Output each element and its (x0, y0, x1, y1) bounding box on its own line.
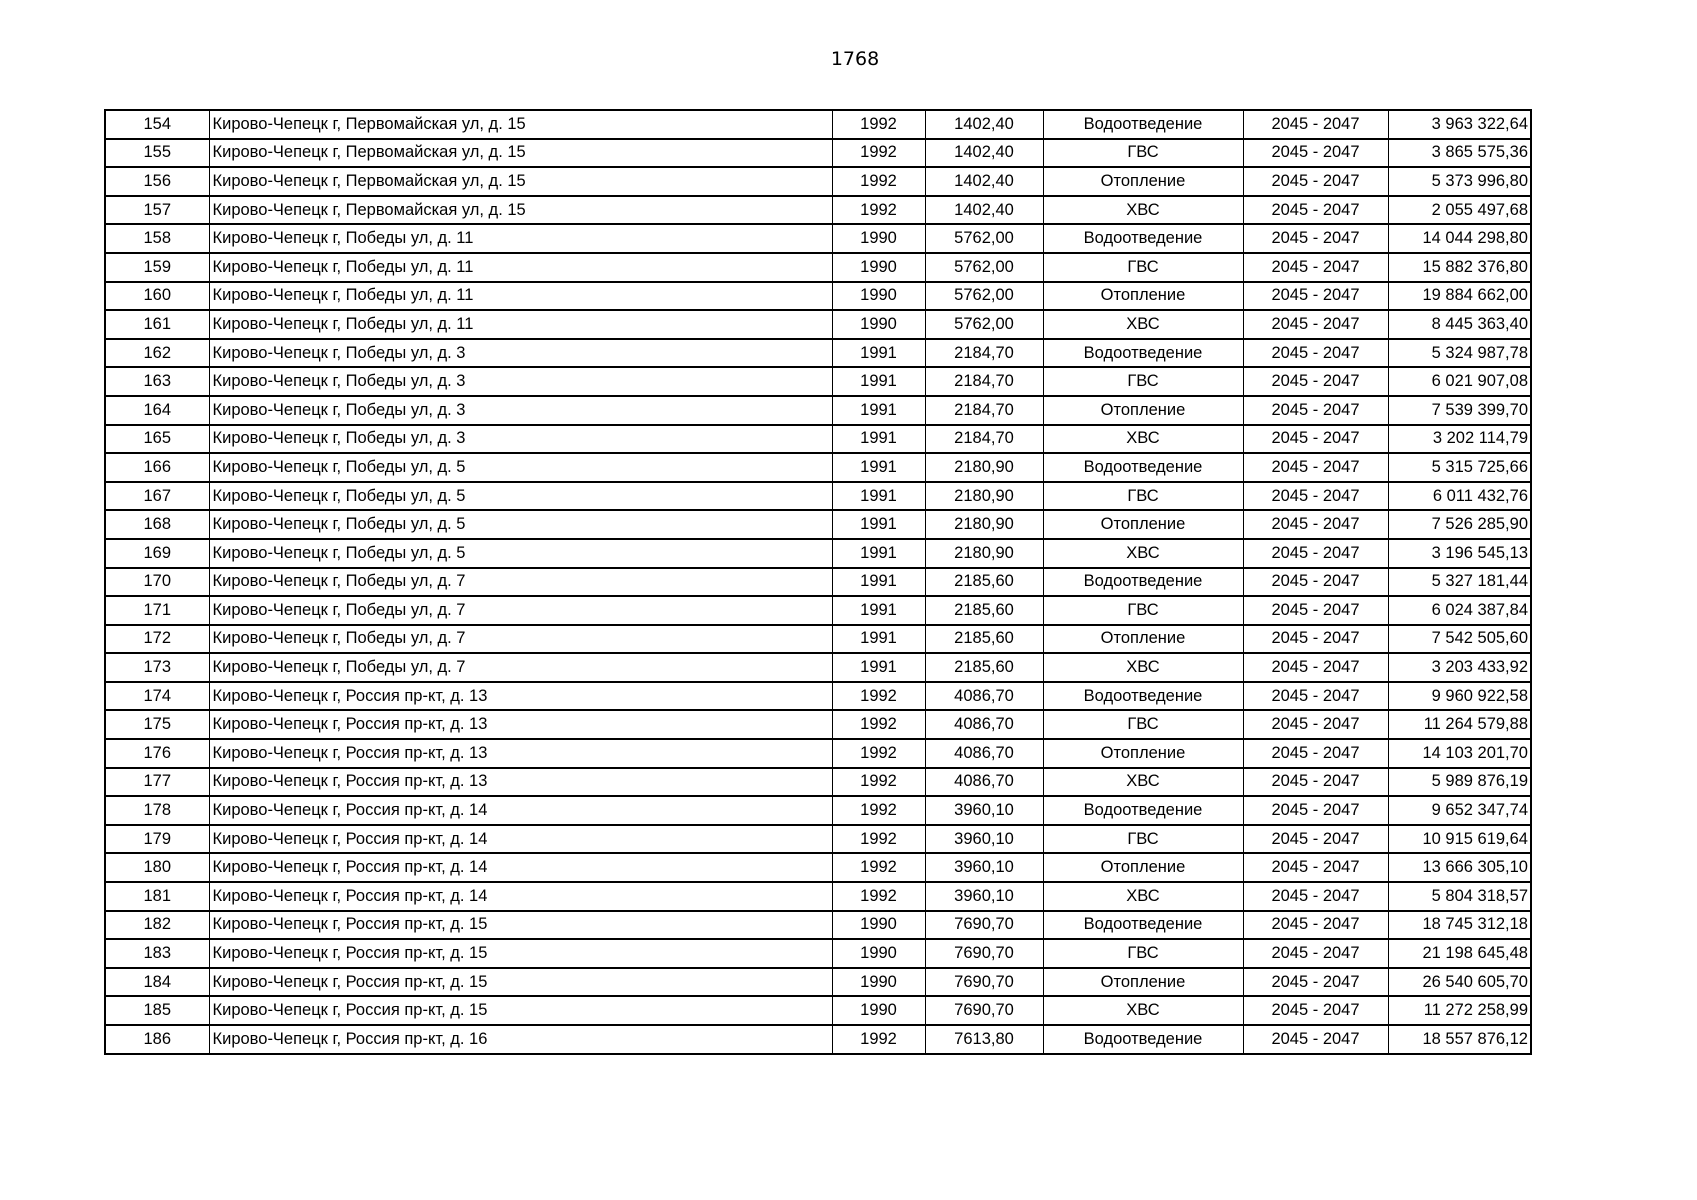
row-number-cell: 174 (105, 682, 209, 711)
address-cell: Кирово-Чепецк г, Первомайская ул, д. 15 (209, 167, 832, 196)
cost-cell: 5 324 987,78 (1388, 339, 1531, 368)
repair-period-cell: 2045 - 2047 (1243, 253, 1388, 282)
service-type-cell: Отопление (1043, 396, 1243, 425)
service-type-cell: ХВС (1043, 768, 1243, 797)
cost-cell: 9 960 922,58 (1388, 682, 1531, 711)
page-number: 1768 (830, 48, 880, 70)
area-cell: 5762,00 (925, 282, 1043, 311)
cost-cell: 21 198 645,48 (1388, 939, 1531, 968)
address-cell: Кирово-Чепецк г, Россия пр-кт, д. 14 (209, 825, 832, 854)
repair-period-cell: 2045 - 2047 (1243, 796, 1388, 825)
area-cell: 2185,60 (925, 653, 1043, 682)
build-year-cell: 1992 (832, 882, 925, 911)
row-number-cell: 159 (105, 253, 209, 282)
table-row (105, 796, 1531, 825)
service-type-cell: Водоотведение (1043, 796, 1243, 825)
build-year-cell: 1991 (832, 625, 925, 654)
service-type-cell: ГВС (1043, 139, 1243, 168)
repair-period-cell: 2045 - 2047 (1243, 568, 1388, 597)
build-year-cell: 1992 (832, 196, 925, 225)
area-cell: 3960,10 (925, 853, 1043, 882)
address-cell: Кирово-Чепецк г, Победы ул, д. 5 (209, 539, 832, 568)
row-number-cell: 172 (105, 625, 209, 654)
area-cell: 4086,70 (925, 710, 1043, 739)
table-row (105, 224, 1531, 253)
address-cell: Кирово-Чепецк г, Победы ул, д. 11 (209, 253, 832, 282)
service-type-cell: ХВС (1043, 539, 1243, 568)
table-row (105, 710, 1531, 739)
address-cell: Кирово-Чепецк г, Победы ул, д. 7 (209, 596, 832, 625)
cost-cell: 2 055 497,68 (1388, 196, 1531, 225)
address-cell: Кирово-Чепецк г, Победы ул, д. 5 (209, 453, 832, 482)
row-number-cell: 186 (105, 1025, 209, 1054)
row-number-cell: 160 (105, 282, 209, 311)
repair-period-cell: 2045 - 2047 (1243, 968, 1388, 997)
service-type-cell: ГВС (1043, 825, 1243, 854)
address-cell: Кирово-Чепецк г, Победы ул, д. 7 (209, 625, 832, 654)
cost-cell: 10 915 619,64 (1388, 825, 1531, 854)
area-cell: 2185,60 (925, 625, 1043, 654)
build-year-cell: 1992 (832, 796, 925, 825)
row-number-cell: 171 (105, 596, 209, 625)
service-type-cell: Отопление (1043, 167, 1243, 196)
repair-period-cell: 2045 - 2047 (1243, 453, 1388, 482)
row-number-cell: 185 (105, 996, 209, 1025)
repair-period-cell: 2045 - 2047 (1243, 853, 1388, 882)
service-type-cell: ХВС (1043, 425, 1243, 454)
area-cell: 5762,00 (925, 310, 1043, 339)
cost-cell: 5 804 318,57 (1388, 882, 1531, 911)
address-cell: Кирово-Чепецк г, Россия пр-кт, д. 14 (209, 853, 832, 882)
repair-period-cell: 2045 - 2047 (1243, 367, 1388, 396)
service-type-cell: Водоотведение (1043, 682, 1243, 711)
row-number-cell: 183 (105, 939, 209, 968)
repair-period-cell: 2045 - 2047 (1243, 911, 1388, 940)
area-cell: 1402,40 (925, 196, 1043, 225)
cost-cell: 15 882 376,80 (1388, 253, 1531, 282)
area-cell: 2185,60 (925, 568, 1043, 597)
repair-period-cell: 2045 - 2047 (1243, 139, 1388, 168)
repair-period-cell: 2045 - 2047 (1243, 625, 1388, 654)
area-cell: 7613,80 (925, 1025, 1043, 1054)
cost-cell: 8 445 363,40 (1388, 310, 1531, 339)
row-number-cell: 179 (105, 825, 209, 854)
table-row (105, 310, 1531, 339)
table-row (105, 482, 1531, 511)
cost-cell: 18 745 312,18 (1388, 911, 1531, 940)
area-cell: 2180,90 (925, 482, 1043, 511)
service-type-cell: ГВС (1043, 710, 1243, 739)
cost-cell: 18 557 876,12 (1388, 1025, 1531, 1054)
row-number-cell: 175 (105, 710, 209, 739)
table-row (105, 167, 1531, 196)
build-year-cell: 1991 (832, 339, 925, 368)
build-year-cell: 1991 (832, 367, 925, 396)
build-year-cell: 1991 (832, 482, 925, 511)
repair-period-cell: 2045 - 2047 (1243, 539, 1388, 568)
table-row (105, 596, 1531, 625)
table-row (105, 339, 1531, 368)
cost-cell: 3 865 575,36 (1388, 139, 1531, 168)
repair-period-cell: 2045 - 2047 (1243, 339, 1388, 368)
build-year-cell: 1992 (832, 110, 925, 139)
address-cell: Кирово-Чепецк г, Победы ул, д. 3 (209, 339, 832, 368)
build-year-cell: 1990 (832, 911, 925, 940)
table-body (105, 110, 1531, 1054)
repair-period-cell: 2045 - 2047 (1243, 682, 1388, 711)
service-type-cell: ХВС (1043, 196, 1243, 225)
cost-cell: 26 540 605,70 (1388, 968, 1531, 997)
cost-cell: 3 203 433,92 (1388, 653, 1531, 682)
table-row (105, 1025, 1531, 1054)
row-number-cell: 161 (105, 310, 209, 339)
area-cell: 1402,40 (925, 167, 1043, 196)
cost-cell: 3 196 545,13 (1388, 539, 1531, 568)
repair-period-cell: 2045 - 2047 (1243, 596, 1388, 625)
service-type-cell: Отопление (1043, 625, 1243, 654)
table-row (105, 625, 1531, 654)
repair-period-cell: 2045 - 2047 (1243, 882, 1388, 911)
repair-period-cell: 2045 - 2047 (1243, 996, 1388, 1025)
address-cell: Кирово-Чепецк г, Россия пр-кт, д. 13 (209, 739, 832, 768)
cost-cell: 6 011 432,76 (1388, 482, 1531, 511)
cost-cell: 19 884 662,00 (1388, 282, 1531, 311)
build-year-cell: 1991 (832, 539, 925, 568)
address-cell: Кирово-Чепецк г, Россия пр-кт, д. 13 (209, 682, 832, 711)
cost-cell: 7 539 399,70 (1388, 396, 1531, 425)
row-number-cell: 157 (105, 196, 209, 225)
area-cell: 2185,60 (925, 596, 1043, 625)
service-type-cell: Отопление (1043, 968, 1243, 997)
build-year-cell: 1992 (832, 825, 925, 854)
table-row (105, 282, 1531, 311)
address-cell: Кирово-Чепецк г, Первомайская ул, д. 15 (209, 196, 832, 225)
table-row (105, 825, 1531, 854)
build-year-cell: 1990 (832, 282, 925, 311)
table-row (105, 110, 1531, 139)
address-cell: Кирово-Чепецк г, Россия пр-кт, д. 13 (209, 710, 832, 739)
service-type-cell: ГВС (1043, 367, 1243, 396)
repair-period-cell: 2045 - 2047 (1243, 310, 1388, 339)
row-number-cell: 166 (105, 453, 209, 482)
row-number-cell: 180 (105, 853, 209, 882)
repair-period-cell: 2045 - 2047 (1243, 482, 1388, 511)
build-year-cell: 1992 (832, 853, 925, 882)
area-cell: 2180,90 (925, 510, 1043, 539)
service-type-cell: Водоотведение (1043, 1025, 1243, 1054)
table-row (105, 882, 1531, 911)
table-row (105, 396, 1531, 425)
cost-cell: 7 542 505,60 (1388, 625, 1531, 654)
row-number-cell: 155 (105, 139, 209, 168)
table-row (105, 539, 1531, 568)
row-number-cell: 184 (105, 968, 209, 997)
service-type-cell: Отопление (1043, 282, 1243, 311)
service-type-cell: Водоотведение (1043, 110, 1243, 139)
build-year-cell: 1991 (832, 568, 925, 597)
area-cell: 7690,70 (925, 968, 1043, 997)
table-row (105, 367, 1531, 396)
build-year-cell: 1992 (832, 1025, 925, 1054)
build-year-cell: 1992 (832, 167, 925, 196)
service-type-cell: ХВС (1043, 882, 1243, 911)
area-cell: 2184,70 (925, 396, 1043, 425)
address-cell: Кирово-Чепецк г, Победы ул, д. 11 (209, 282, 832, 311)
row-number-cell: 162 (105, 339, 209, 368)
build-year-cell: 1992 (832, 682, 925, 711)
address-cell: Кирово-Чепецк г, Победы ул, д. 3 (209, 367, 832, 396)
table-row (105, 911, 1531, 940)
service-type-cell: Водоотведение (1043, 911, 1243, 940)
table-row (105, 653, 1531, 682)
build-year-cell: 1992 (832, 139, 925, 168)
repair-period-cell: 2045 - 2047 (1243, 282, 1388, 311)
table-row (105, 996, 1531, 1025)
area-cell: 3960,10 (925, 825, 1043, 854)
row-number-cell: 154 (105, 110, 209, 139)
service-type-cell: Водоотведение (1043, 339, 1243, 368)
area-cell: 7690,70 (925, 996, 1043, 1025)
address-cell: Кирово-Чепецк г, Победы ул, д. 3 (209, 396, 832, 425)
row-number-cell: 156 (105, 167, 209, 196)
row-number-cell: 165 (105, 425, 209, 454)
row-number-cell: 168 (105, 510, 209, 539)
cost-cell: 14 103 201,70 (1388, 739, 1531, 768)
address-cell: Кирово-Чепецк г, Первомайская ул, д. 15 (209, 110, 832, 139)
area-cell: 4086,70 (925, 682, 1043, 711)
repair-period-cell: 2045 - 2047 (1243, 510, 1388, 539)
area-cell: 2180,90 (925, 453, 1043, 482)
build-year-cell: 1992 (832, 739, 925, 768)
table-row (105, 139, 1531, 168)
address-cell: Кирово-Чепецк г, Победы ул, д. 7 (209, 568, 832, 597)
repair-period-cell: 2045 - 2047 (1243, 739, 1388, 768)
service-type-cell: Отопление (1043, 853, 1243, 882)
address-cell: Кирово-Чепецк г, Первомайская ул, д. 15 (209, 139, 832, 168)
row-number-cell: 158 (105, 224, 209, 253)
build-year-cell: 1991 (832, 425, 925, 454)
build-year-cell: 1990 (832, 968, 925, 997)
build-year-cell: 1991 (832, 653, 925, 682)
build-year-cell: 1990 (832, 253, 925, 282)
table-row (105, 739, 1531, 768)
table-row (105, 253, 1531, 282)
row-number-cell: 181 (105, 882, 209, 911)
build-year-cell: 1991 (832, 453, 925, 482)
build-year-cell: 1990 (832, 939, 925, 968)
address-cell: Кирово-Чепецк г, Победы ул, д. 11 (209, 224, 832, 253)
address-cell: Кирово-Чепецк г, Россия пр-кт, д. 14 (209, 882, 832, 911)
service-type-cell: ГВС (1043, 596, 1243, 625)
cost-cell: 5 989 876,19 (1388, 768, 1531, 797)
area-cell: 5762,00 (925, 224, 1043, 253)
area-cell: 7690,70 (925, 939, 1043, 968)
area-cell: 3960,10 (925, 796, 1043, 825)
cost-cell: 3 202 114,79 (1388, 425, 1531, 454)
table-row (105, 453, 1531, 482)
address-cell: Кирово-Чепецк г, Россия пр-кт, д. 15 (209, 996, 832, 1025)
row-number-cell: 164 (105, 396, 209, 425)
address-cell: Кирово-Чепецк г, Победы ул, д. 7 (209, 653, 832, 682)
row-number-cell: 163 (105, 367, 209, 396)
build-year-cell: 1991 (832, 596, 925, 625)
service-type-cell: ХВС (1043, 653, 1243, 682)
build-year-cell: 1990 (832, 996, 925, 1025)
area-cell: 2180,90 (925, 539, 1043, 568)
table-row (105, 196, 1531, 225)
cost-cell: 5 327 181,44 (1388, 568, 1531, 597)
table-row (105, 510, 1531, 539)
table-row (105, 968, 1531, 997)
repair-period-cell: 2045 - 2047 (1243, 768, 1388, 797)
cost-cell: 7 526 285,90 (1388, 510, 1531, 539)
service-type-cell: Водоотведение (1043, 453, 1243, 482)
area-cell: 2184,70 (925, 425, 1043, 454)
address-cell: Кирово-Чепецк г, Россия пр-кт, д. 15 (209, 939, 832, 968)
row-number-cell: 182 (105, 911, 209, 940)
service-type-cell: ГВС (1043, 939, 1243, 968)
address-cell: Кирово-Чепецк г, Победы ул, д. 3 (209, 425, 832, 454)
table-row (105, 853, 1531, 882)
address-cell: Кирово-Чепецк г, Победы ул, д. 5 (209, 510, 832, 539)
build-year-cell: 1991 (832, 396, 925, 425)
table-row (105, 682, 1531, 711)
cost-cell: 11 272 258,99 (1388, 996, 1531, 1025)
area-cell: 2184,70 (925, 367, 1043, 396)
repair-period-cell: 2045 - 2047 (1243, 196, 1388, 225)
address-cell: Кирово-Чепецк г, Россия пр-кт, д. 13 (209, 768, 832, 797)
repair-period-cell: 2045 - 2047 (1243, 1025, 1388, 1054)
row-number-cell: 176 (105, 739, 209, 768)
cost-cell: 3 963 322,64 (1388, 110, 1531, 139)
service-type-cell: Водоотведение (1043, 568, 1243, 597)
area-cell: 4086,70 (925, 768, 1043, 797)
area-cell: 1402,40 (925, 110, 1043, 139)
repair-period-cell: 2045 - 2047 (1243, 653, 1388, 682)
cost-cell: 6 024 387,84 (1388, 596, 1531, 625)
build-year-cell: 1990 (832, 224, 925, 253)
service-type-cell: Отопление (1043, 510, 1243, 539)
address-cell: Кирово-Чепецк г, Победы ул, д. 5 (209, 482, 832, 511)
build-year-cell: 1991 (832, 510, 925, 539)
cost-cell: 5 315 725,66 (1388, 453, 1531, 482)
repair-period-cell: 2045 - 2047 (1243, 939, 1388, 968)
service-type-cell: ГВС (1043, 253, 1243, 282)
build-year-cell: 1992 (832, 710, 925, 739)
repair-period-cell: 2045 - 2047 (1243, 396, 1388, 425)
area-cell: 2184,70 (925, 339, 1043, 368)
service-type-cell: Водоотведение (1043, 224, 1243, 253)
repair-period-cell: 2045 - 2047 (1243, 825, 1388, 854)
cost-cell: 5 373 996,80 (1388, 167, 1531, 196)
repair-register-table (104, 109, 1532, 1055)
row-number-cell: 170 (105, 568, 209, 597)
repair-period-cell: 2045 - 2047 (1243, 167, 1388, 196)
address-cell: Кирово-Чепецк г, Россия пр-кт, д. 14 (209, 796, 832, 825)
address-cell: Кирово-Чепецк г, Победы ул, д. 11 (209, 310, 832, 339)
service-type-cell: Отопление (1043, 739, 1243, 768)
address-cell: Кирово-Чепецк г, Россия пр-кт, д. 15 (209, 911, 832, 940)
cost-cell: 6 021 907,08 (1388, 367, 1531, 396)
cost-cell: 11 264 579,88 (1388, 710, 1531, 739)
table-row (105, 568, 1531, 597)
service-type-cell: ГВС (1043, 482, 1243, 511)
repair-period-cell: 2045 - 2047 (1243, 110, 1388, 139)
repair-period-cell: 2045 - 2047 (1243, 425, 1388, 454)
build-year-cell: 1990 (832, 310, 925, 339)
area-cell: 1402,40 (925, 139, 1043, 168)
row-number-cell: 178 (105, 796, 209, 825)
area-cell: 7690,70 (925, 911, 1043, 940)
area-cell: 3960,10 (925, 882, 1043, 911)
service-type-cell: ХВС (1043, 996, 1243, 1025)
row-number-cell: 169 (105, 539, 209, 568)
repair-period-cell: 2045 - 2047 (1243, 710, 1388, 739)
cost-cell: 9 652 347,74 (1388, 796, 1531, 825)
table-row (105, 939, 1531, 968)
cost-cell: 14 044 298,80 (1388, 224, 1531, 253)
cost-cell: 13 666 305,10 (1388, 853, 1531, 882)
service-type-cell: ХВС (1043, 310, 1243, 339)
row-number-cell: 173 (105, 653, 209, 682)
row-number-cell: 177 (105, 768, 209, 797)
repair-period-cell: 2045 - 2047 (1243, 224, 1388, 253)
area-cell: 5762,00 (925, 253, 1043, 282)
area-cell: 4086,70 (925, 739, 1043, 768)
row-number-cell: 167 (105, 482, 209, 511)
address-cell: Кирово-Чепецк г, Россия пр-кт, д. 16 (209, 1025, 832, 1054)
address-cell: Кирово-Чепецк г, Россия пр-кт, д. 15 (209, 968, 832, 997)
table-row (105, 425, 1531, 454)
build-year-cell: 1992 (832, 768, 925, 797)
table-row (105, 768, 1531, 797)
